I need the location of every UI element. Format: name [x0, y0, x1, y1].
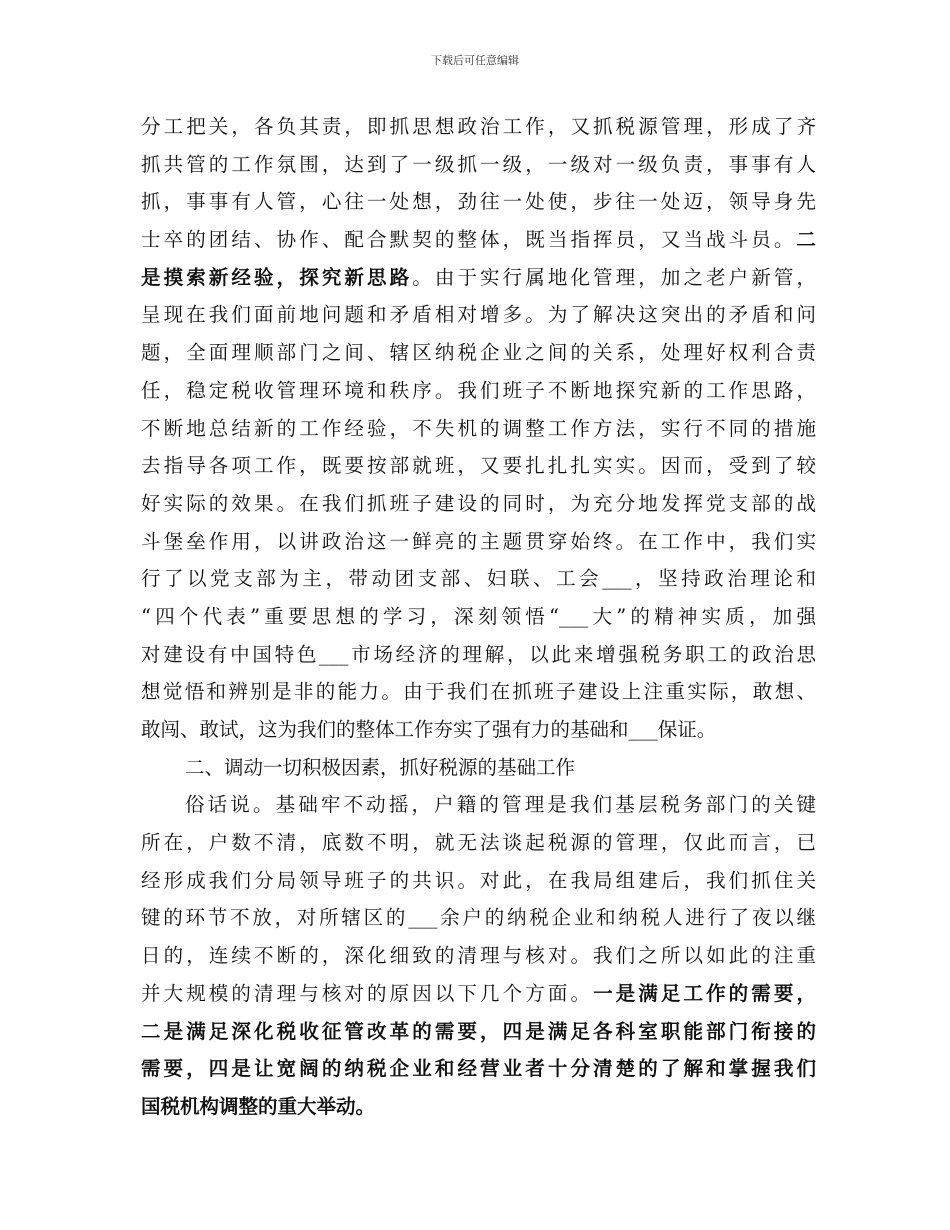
text-line [141, 862, 816, 900]
text-line [141, 372, 816, 410]
paragraph [141, 786, 816, 1125]
text-run: 抓，事事有人管，心往一处想，劲往一处使，步往一处迈，领导身先 [141, 190, 816, 214]
text-run: 俗话说。基础牢不动摇，户籍的管理是我们基层税务部门的关键 [185, 793, 816, 817]
text-line [141, 899, 816, 937]
text-run: 二、调动一切积极因素，抓好税源的基础工作 [185, 755, 576, 779]
text-run: 敢闯、敢试，这为我们的整体工作夯实了强有力的基础和___保证。 [141, 718, 717, 741]
text-line [141, 749, 816, 787]
page-header-caption: 下载后可任意编辑 [431, 54, 519, 67]
bold-text-run: 需要，四是让宽阔的纳税企业和经营业者十分清楚的了解和掌握我们 [141, 1057, 816, 1081]
text-run: 士卒的团结、协作、配合默契的整体，既当指挥员，又当战斗员。 [141, 228, 797, 252]
text-run: 呈现在我们面前地问题和矛盾相对增多。为了解决这突出的矛盾和问 [141, 303, 816, 327]
text-line [141, 636, 816, 674]
text-run: 抓共管的工作氛围，达到了一级抓一级，一级对一级负责，事事有人 [141, 152, 816, 176]
text-line [141, 711, 816, 749]
text-run: 斗堡垒作用，以讲政治这一鲜亮的主题贯穿始终。在工作中，我们实 [141, 529, 816, 553]
section-heading [141, 749, 816, 787]
text-run: 所在，户数不清，底数不明，就无法谈起税源的管理，仅此而言，已 [141, 831, 816, 855]
text-run: 日的，连续不断的，深化细致的清理与核对。我们之所以如此的注重 [141, 944, 816, 968]
text-run: 任，稳定税收管理环境和秩序。我们班子不断地探究新的工作思路， [141, 378, 816, 402]
text-line [141, 447, 816, 485]
bold-text-run: 二 [796, 228, 816, 252]
bold-text-run: 二是满足深化税收征管改革的需要，四是满足各科室职能部门衔接的 [141, 1019, 816, 1043]
text-line [141, 1088, 816, 1126]
text-line [141, 296, 816, 334]
text-line [141, 1013, 816, 1051]
text-run: 想觉悟和辨别是非的能力。由于我们在抓班子建设上注重实际，敢想、 [141, 680, 816, 704]
text-line [141, 975, 816, 1013]
text-run: 题，全面理顺部门之间、辖区纳税企业之间的关系，处理好权利合责 [141, 341, 816, 365]
text-line [141, 937, 816, 975]
bold-text-run: 国税机构调整的重大举动。 [141, 1094, 376, 1118]
text-run: 键的环节不放，对所辖区的___余户的纳税企业和纳税人进行了夜以继 [141, 906, 816, 930]
text-run: 去指导各项工作，既要按部就班，又要扎扎扎实实。因而，受到了较 [141, 454, 816, 478]
text-line [141, 334, 816, 372]
text-line [141, 1050, 816, 1088]
text-line [141, 598, 816, 636]
text-run: 行了以党支部为主，带动团支部、妇联、工会___，坚持政治理论和 [141, 567, 816, 591]
text-line [141, 259, 816, 297]
text-line [141, 560, 816, 598]
text-run: 分工把关，各负其责，即抓思想政治工作，又抓税源管理，形成了齐 [141, 115, 816, 138]
bold-text-run: 一是满足工作的需要， [593, 981, 816, 1005]
text-run: 经形成我们分局领导班子的共识。对此，在我局组建后，我们抓住关 [141, 868, 816, 892]
document-body [141, 108, 816, 1126]
text-run: 好实际的效果。在我们抓班子建设的同时，为充分地发挥党支部的战 [141, 491, 816, 515]
bold-text-run: 是摸索新经验，探究新思路 [141, 265, 413, 289]
text-run: 。由于实行属地化管理，加之老户新管， [412, 265, 816, 289]
text-line [141, 221, 816, 259]
text-run: “四个代表”重要思想的学习，深刻领悟“___大”的精神实质，加强 [141, 604, 816, 628]
text-line [141, 824, 816, 862]
text-line [141, 108, 816, 146]
text-line [141, 786, 816, 824]
text-line [141, 183, 816, 221]
text-run: 并大规模的清理与核对的原因以下几个方面。 [141, 981, 594, 1005]
text-line [141, 523, 816, 561]
paragraph [141, 108, 816, 749]
text-line [141, 485, 816, 523]
text-line [141, 146, 816, 184]
text-run: 对建设有中国特色___市场经济的理解，以此来增强税务职工的政治思 [141, 642, 816, 666]
text-line [141, 673, 816, 711]
text-run: 不断地总结新的工作经验，不失机的调整工作方法，实行不同的措施 [141, 416, 816, 440]
text-line [141, 410, 816, 448]
